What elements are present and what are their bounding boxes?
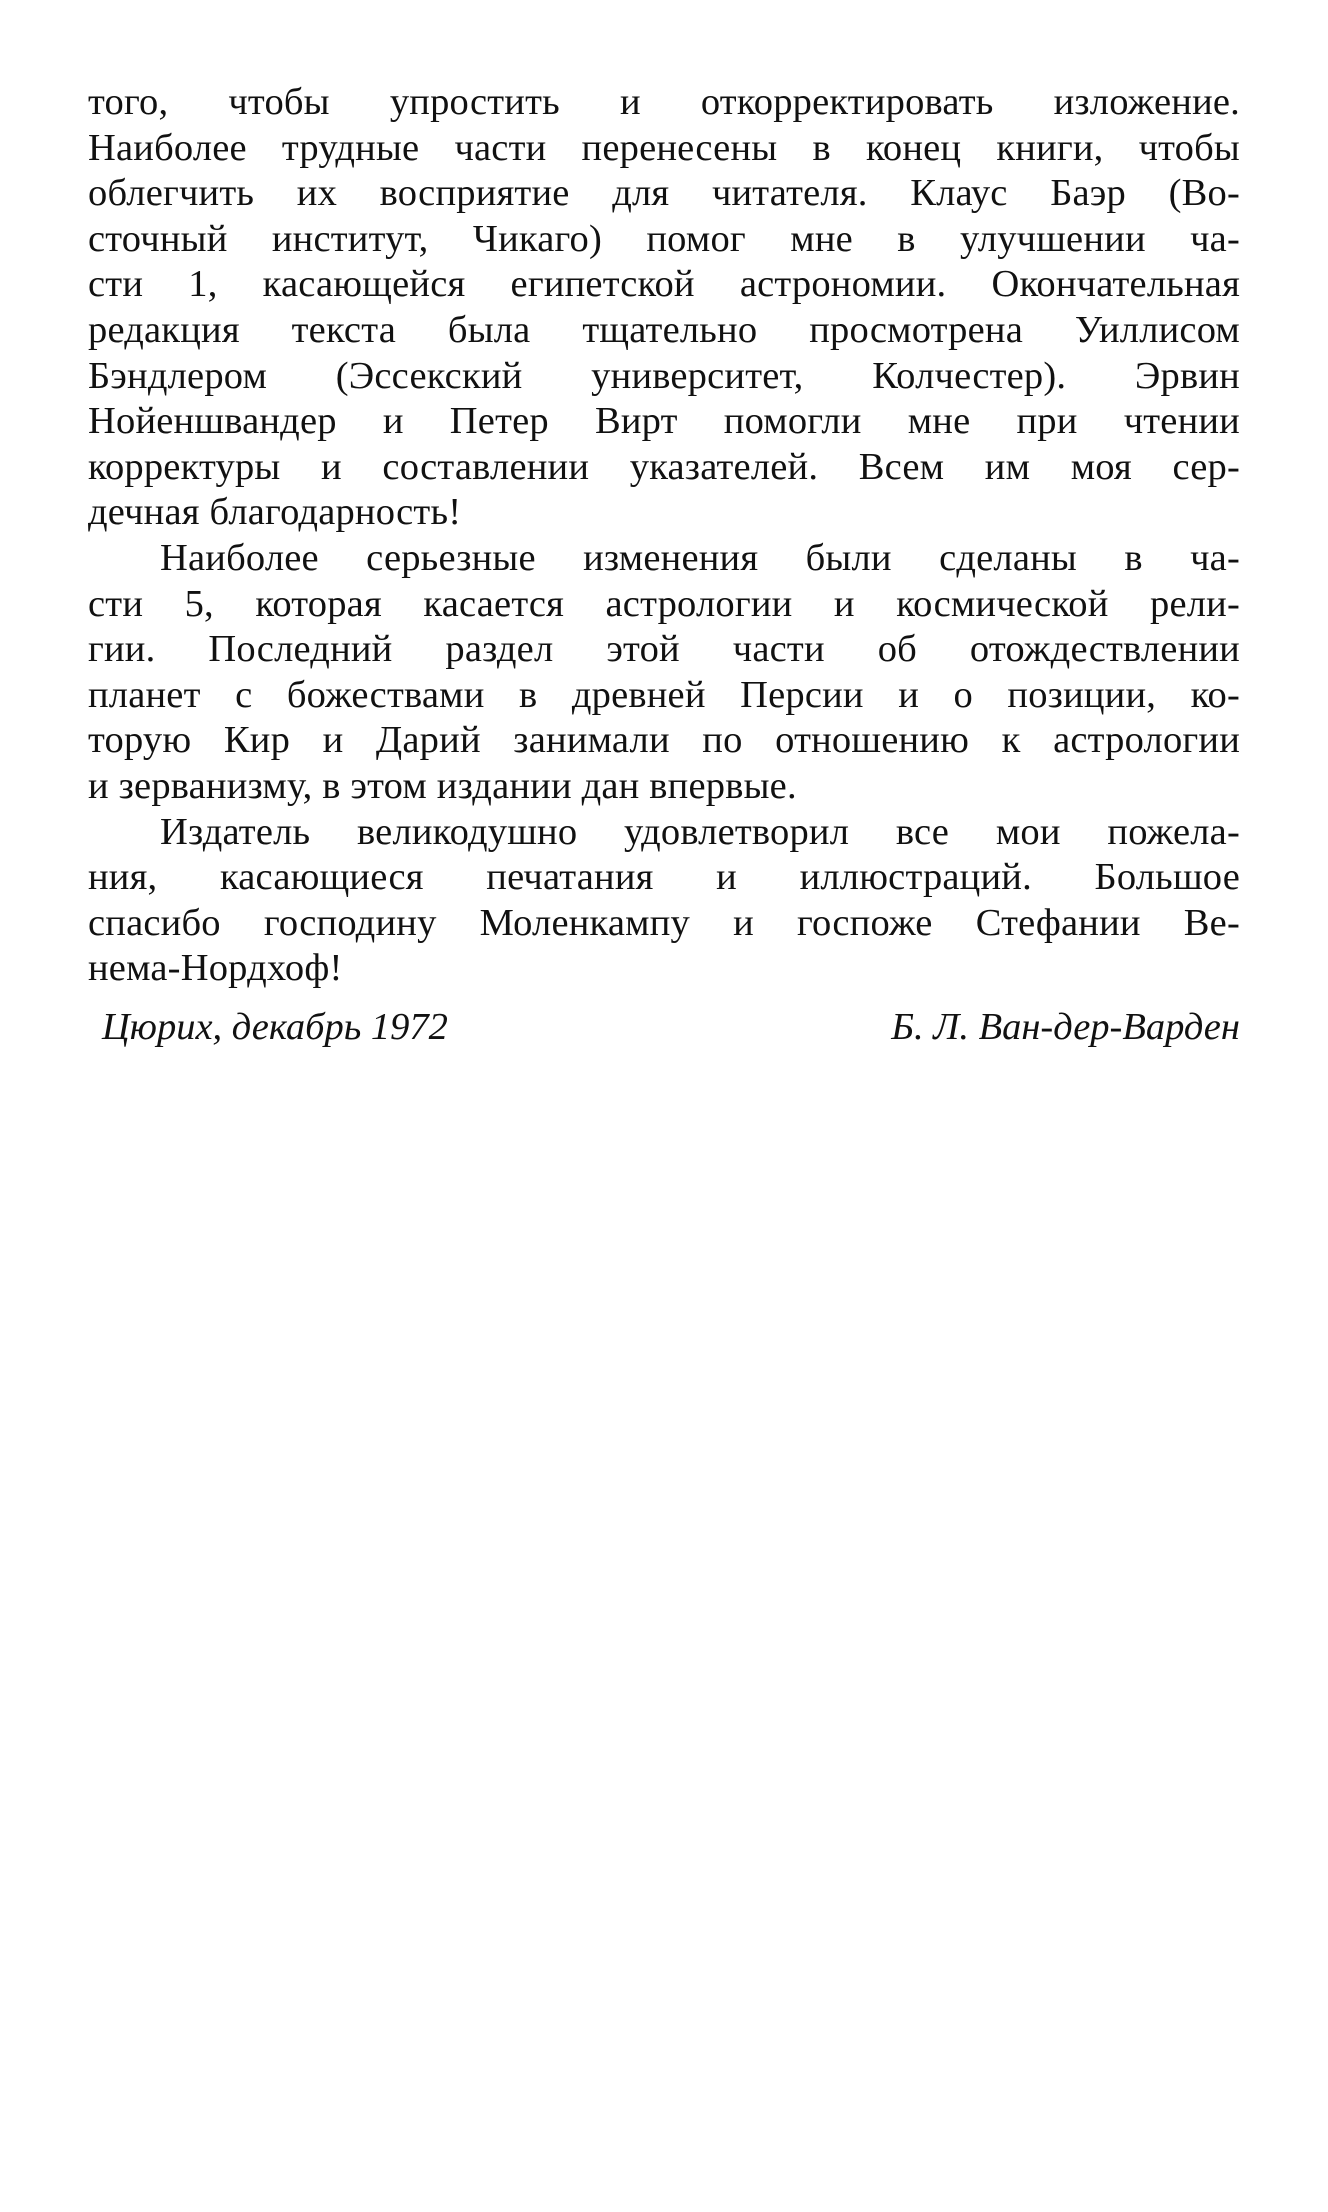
text-line: корректуры и составлении указателей. Всем им моя сер- [88,445,1240,488]
text-line: сточный институт, Чикаго) помог мне в улучшении ча- [88,217,1240,260]
text-line: сти 1, касающейся египетской астрономии. Окончательная [88,263,1240,306]
document-body [88,80,1240,992]
text-line: ния, касающиеся печатания и иллюстраций. Большое [88,856,1240,899]
text-line: Наиболее серьезные изменения были сделаны в ча- [160,536,1240,579]
text-line: Наиболее трудные части перенесены в конец книги, чтобы [88,126,1240,169]
text-line: Нойеншвандер и Петер Вирт помогли мне при чтении [88,400,1240,443]
text-line: торую Кир и Дарий занимали по отношению к астрологии [88,719,1240,762]
text-line: и зерванизму, в этом издании дан впервые. [88,764,797,807]
paragraph-1 [88,80,1240,536]
place-date: Цюрих, декабрь 1972 [102,1006,448,1048]
text-line: спасибо господину Моленкампу и госпоже Стефании Ве- [88,901,1240,944]
signature-row [88,1002,1240,1052]
text-line: облегчить их восприятие для читателя. Клаус Баэр (Во- [88,172,1240,215]
author-name: Б. Л. Ван-дер-Варден [891,1006,1240,1048]
text-line: Бэндлером (Эссекский университет, Колчестер). Эрвин [88,354,1240,397]
text-line: гии. Последний раздел этой части об отождествлении [88,628,1240,671]
text-line: того, чтобы упростить и откорректировать изложение. [88,81,1240,123]
text-line: дечная благодарность! [88,491,462,534]
paragraph-3 [88,810,1240,992]
text-line: редакция текста была тщательно просмотрена Уиллисом [88,308,1240,351]
text-line: планет с божествами в древней Персии и о позиции, ко- [88,673,1240,716]
text-line: сти 5, которая касается астрологии и космической рели- [88,582,1240,625]
text-line: нема-Нордхоф! [88,947,343,990]
text-line: Издатель великодушно удовлетворил все мои пожела- [160,810,1240,853]
paragraph-2 [88,536,1240,810]
